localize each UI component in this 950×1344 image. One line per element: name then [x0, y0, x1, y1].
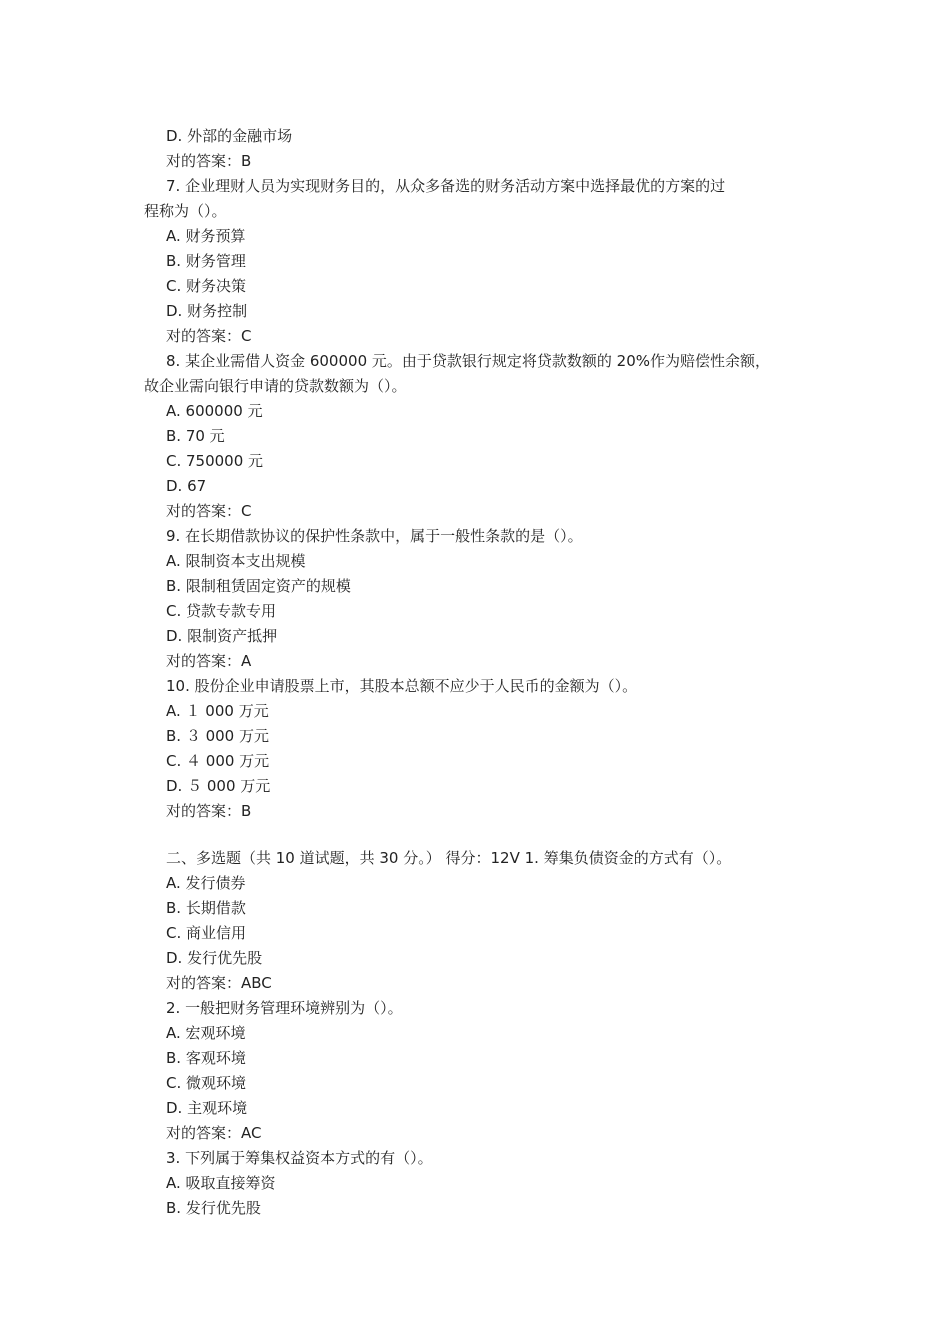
answer-option: B. 长期借款 [166, 899, 246, 917]
question-text: 二、多选题（共 10 道试题，共 30 分。） 得分：12V 1. 筹集负债资金的方式有（）。 [166, 849, 732, 867]
answer-option: D. 外部的金融市场 [166, 127, 293, 145]
answer-option: A. 600000 元 [166, 402, 263, 420]
question-text-continued: 故企业需向银行申请的贷款数额为（）。 [144, 377, 407, 395]
answer-option: A. １ 000 万元 [166, 702, 269, 720]
correct-answer: 对的答案：C [166, 502, 252, 520]
correct-answer: 对的答案：C [166, 327, 252, 345]
answer-option: B. 限制租赁固定资产的规模 [166, 577, 351, 595]
answer-option: D. ５ 000 万元 [166, 777, 271, 795]
question-text: 9. 在长期借款协议的保护性条款中，属于一般性条款的是（）。 [166, 527, 583, 545]
answer-option: B. 70 元 [166, 427, 225, 445]
answer-option: B. 发行优先股 [166, 1199, 261, 1217]
answer-option: D. 主观环境 [166, 1099, 248, 1117]
correct-answer: 对的答案：A [166, 652, 252, 670]
question-text: 10. 股份企业申请股票上市，其股本总额不应少于人民币的金额为（）。 [166, 677, 638, 695]
answer-option: D. 财务控制 [166, 302, 248, 320]
answer-option: B. 客观环境 [166, 1049, 246, 1067]
question-text: 7. 企业理财人员为实现财务目的，从众多备选的财务活动方案中选择最优的方案的过 [166, 177, 726, 195]
answer-option: C. ４ 000 万元 [166, 752, 270, 770]
answer-option: C. 贷款专款专用 [166, 602, 277, 620]
answer-option: A. 发行债券 [166, 874, 246, 892]
answer-option: C. 750000 元 [166, 452, 264, 470]
answer-option: D. 限制资产抵押 [166, 627, 278, 645]
correct-answer: 对的答案：B [166, 152, 252, 170]
correct-answer: 对的答案：ABC [166, 974, 272, 992]
question-text: 3. 下列属于筹集权益资本方式的有（）。 [166, 1149, 433, 1167]
answer-option: A. 限制资本支出规模 [166, 552, 306, 570]
question-text: 8. 某企业需借人资金 600000 元。由于贷款银行规定将贷款数额的 20%作为赔偿性余额， [166, 352, 770, 370]
correct-answer: 对的答案：AC [166, 1124, 262, 1142]
answer-option: D. 发行优先股 [166, 949, 263, 967]
answer-option: A. 财务预算 [166, 227, 246, 245]
question-text: 2. 一般把财务管理环境辨别为（）。 [166, 999, 403, 1017]
question-text-continued: 程称为（）。 [144, 202, 227, 220]
answer-option: A. 宏观环境 [166, 1024, 246, 1042]
answer-option: B. ３ 000 万元 [166, 727, 269, 745]
correct-answer: 对的答案：B [166, 802, 252, 820]
answer-option: B. 财务管理 [166, 252, 246, 270]
answer-option: A. 吸取直接筹资 [166, 1174, 276, 1192]
answer-option: C. 微观环境 [166, 1074, 247, 1092]
answer-option: C. 商业信用 [166, 924, 247, 942]
answer-option: D. 67 [166, 477, 207, 495]
answer-option: C. 财务决策 [166, 277, 247, 295]
